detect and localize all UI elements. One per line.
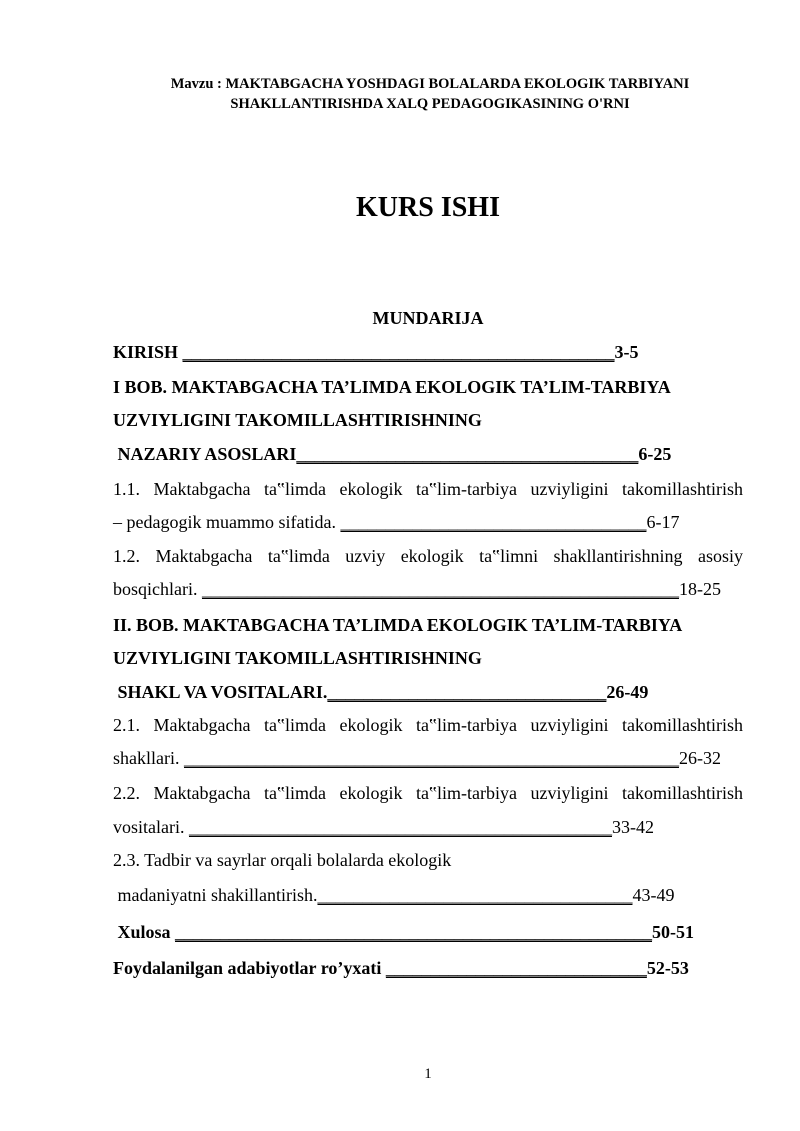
toc-section-1-2-line-2: [113, 577, 743, 601]
toc-section-2-1-line-1: 2.1. Maktabgacha ta‟limda ekologik ta‟lim-tarbiya uzviyligini takomillashtirish: [113, 715, 743, 735]
toc-entry-label: shakllari.: [113, 748, 184, 768]
toc-page-range: 43-49: [632, 885, 675, 905]
toc-section-2-2-line-1: 2.2. Maktabgacha ta‟limda ekologik ta‟lim-tarbiya uzviyligini takomillashtirish: [113, 783, 743, 803]
toc-leader: _______________________________: [327, 682, 607, 702]
page-number: 1: [424, 1066, 432, 1082]
toc-leader: _____________________________________________________: [175, 922, 653, 942]
toc-page-range: 18-25: [678, 579, 721, 599]
toc-entry-references: [113, 956, 743, 980]
toc-page-range: 26-32: [678, 748, 721, 768]
toc-entry-label: Xulosa: [113, 922, 176, 942]
toc-page-range: 3-5: [614, 342, 639, 362]
toc-leader: ________________________________________________: [182, 342, 615, 362]
toc-leader: _______________________________________________: [188, 817, 612, 837]
toc-entry-label: SHAKL VA VOSITALARI.: [113, 682, 328, 702]
toc-chapter-2-line-3: [113, 680, 743, 704]
toc-leader: _____________________________: [385, 958, 647, 978]
topic-header: [80, 74, 780, 114]
toc-section-2-3-line-2: [113, 883, 743, 907]
topic-line-2: SHAKLLANTIRISHDA XALQ PEDAGOGIKASINING O'RNI: [230, 96, 630, 112]
toc-page-range: 6-17: [646, 512, 680, 532]
toc-leader: _____________________________________________________: [201, 579, 679, 599]
topic-line-1: Mavzu : MAKTABGACHA YOSHDAGI BOLALARDA EKOLOGIK TARBIYANI: [170, 76, 690, 92]
toc-heading: MUNDARIJA: [372, 308, 484, 328]
toc-entry-label: Foydalanilgan adabiyotlar ro’yxati: [113, 958, 386, 978]
toc-entry-kirish: [113, 340, 743, 364]
toc-chapter-1-line-3: [113, 442, 743, 466]
toc-leader: _______________________________________________________: [183, 748, 679, 768]
toc-chapter-2-line-1: II. BOB. MAKTABGACHA TA’LIMDA EKOLOGIK TA’LIM-TARBIYA: [113, 615, 683, 635]
toc-entry-label: NAZARIY ASOSLARI: [113, 444, 297, 464]
toc-page-range: 52-53: [646, 958, 689, 978]
toc-leader: __________________________________: [340, 512, 647, 532]
toc-chapter-1-line-1: I BOB. MAKTABGACHA TA’LIMDA EKOLOGIK TA’LIM-TARBIYA: [113, 377, 671, 397]
document-title: KURS ISHI: [356, 192, 500, 223]
toc-section-2-3-line-1: 2.3. Tadbir va sayrlar orqali bolalarda ekologik: [113, 850, 452, 870]
toc-entry-label: bosqichlari.: [113, 579, 202, 599]
toc-section-1-2-line-1: 1.2. Maktabgacha ta‟limda uzviy ekologik ta‟limni shakllantirishning asosiy: [113, 546, 743, 566]
toc-leader: ___________________________________: [317, 885, 633, 905]
toc-page-range: 33-42: [611, 817, 654, 837]
toc-page-range: 50-51: [652, 922, 695, 942]
toc-chapter-1-line-2: UZVIYLIGINI TAKOMILLASHTIRISHNING: [113, 410, 482, 430]
toc-page-range: 26-49: [606, 682, 649, 702]
toc-entry-label: KIRISH: [113, 342, 183, 362]
toc-entry-label: madaniyatni shakillantirish.: [113, 885, 318, 905]
toc-entry-label: – pedagogik muammo sifatida.: [113, 512, 341, 532]
toc-section-2-2-line-2: [113, 815, 743, 839]
toc-leader: ______________________________________: [296, 444, 639, 464]
toc-entry-label: vositalari.: [113, 817, 189, 837]
toc-entry-xulosa: [113, 920, 743, 944]
toc-page-range: 6-25: [638, 444, 672, 464]
toc-section-1-1-line-2: [113, 510, 743, 534]
toc-chapter-2-line-2: UZVIYLIGINI TAKOMILLASHTIRISHNING: [113, 648, 482, 668]
toc-section-2-1-line-2: [113, 746, 743, 770]
toc-section-1-1-line-1: 1.1. Maktabgacha ta‟limda ekologik ta‟lim-tarbiya uzviyligini takomillashtirish: [113, 479, 743, 499]
